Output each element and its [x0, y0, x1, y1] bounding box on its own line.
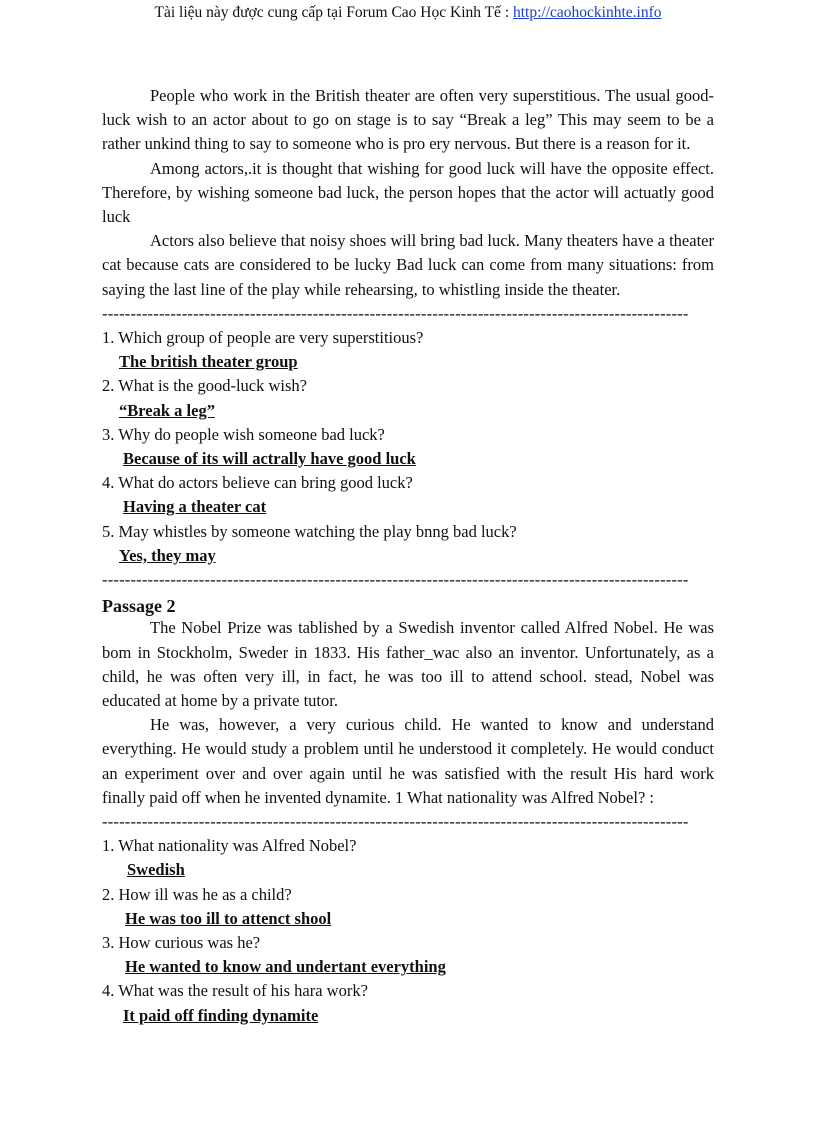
- answer: Because of its will actrally have good luck: [123, 449, 416, 469]
- passage1-paragraph: Among actors,.it is thought that wishing for good luck will have the opposite effect. Therefore, by wishing someone bad luck, the person hopes that the actor will actuatly good luck: [102, 158, 714, 227]
- question: 1. Which group of people are very superstitious?: [102, 328, 424, 348]
- header-text: Tài liệu này được cung cấp tại Forum Cao Học Kinh Tế :: [154, 4, 513, 21]
- answer: The british theater group: [119, 352, 298, 372]
- passage-title: Passage 2: [102, 596, 176, 617]
- question: 3. Why do people wish someone bad luck?: [102, 424, 385, 444]
- passage2-paragraph: He was, however, a very curious child. He wanted to know and understand everything. He would study a problem until he understood it completely. He would conduct an experiment over and over again until he was satisfied with the result His hard work finally paid off when he invented dynamite. 1 What nationality was Alfred Nobel? :: [102, 715, 714, 807]
- question: 2. What is the good-luck wish?: [102, 376, 307, 396]
- separator-line: -------------------------------------------------------------------------------------------------------: [102, 303, 689, 323]
- answer: Having a theater cat: [123, 497, 267, 517]
- question: 4. What do actors believe can bring good luck?: [102, 473, 413, 493]
- separator-line: -------------------------------------------------------------------------------------------------------: [102, 812, 689, 832]
- question: 5. May whistles by someone watching the play bnng bad luck?: [102, 521, 517, 541]
- separator-line: -------------------------------------------------------------------------------------------------------: [102, 570, 689, 590]
- passage1-paragraph: People who work in the British theater are often very superstitious. The usual good-luck wish to an actor about to go on stage is to say “Break a leg” This may seem to be a rather unkind thing to say to someone who is pro ery nervous. But there is a reason for it.: [102, 86, 714, 154]
- header-link[interactable]: http://caohockinhte.info: [513, 4, 662, 21]
- answer: Swedish: [127, 860, 185, 880]
- page-header: [0, 3, 816, 23]
- passage2-paragraph: The Nobel Prize was tablished by a Swedish inventor called Alfred Nobel. He was bom in Stockholm, Sweder in 1833. His father_wac also an inventor. Unfortunately, as a child, he was often very ill, in fact, he was too ill to attend school. stead, Nobel was educated at home by a private tutor.: [102, 618, 714, 711]
- passage1-paragraph: Actors also believe that noisy shoes will bring bad luck. Many theaters have a theater cat because cats are considered to be lucky Bad luck can come from many situations: from saying the last line of the play while rehearsing, to whistling inside the theater.: [102, 231, 714, 299]
- answer: He wanted to know and undertant everything: [125, 957, 446, 977]
- question: 1. What nationality was Alfred Nobel?: [102, 836, 357, 856]
- question: 2. How ill was he as a child?: [102, 884, 292, 904]
- question: 4. What was the result of his hara work?: [102, 981, 368, 1001]
- answer: “Break a leg”: [119, 400, 215, 420]
- document-body: [102, 84, 714, 1028]
- answer: Yes, they may: [119, 545, 216, 565]
- answer: He was too ill to attenct shool: [125, 908, 332, 928]
- question: 3. How curious was he?: [102, 933, 261, 953]
- answer: It paid off finding dynamite: [123, 1005, 319, 1025]
